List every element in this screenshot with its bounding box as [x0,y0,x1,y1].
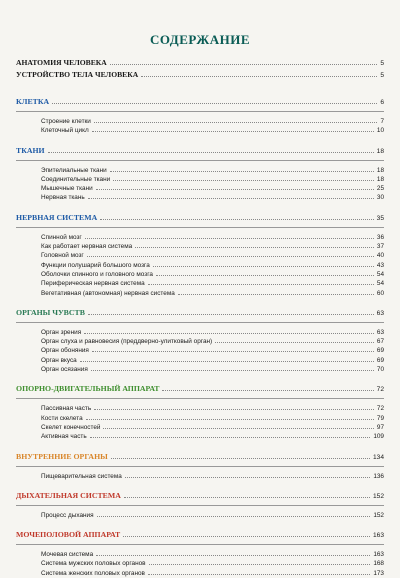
toc-item-label: Орган обоняния [41,347,89,355]
dot-leader [156,275,374,276]
toc-item-page: 54 [376,280,384,288]
toc-item[interactable] [16,261,384,270]
toc-item[interactable] [16,356,384,365]
toc-item-label: Периферическая нервная система [41,280,145,288]
toc-item-label: Мочевая система [41,551,94,559]
dot-leader [103,428,373,429]
toc-item[interactable] [16,233,384,242]
toc-item-page: 69 [376,356,384,364]
section-divider [16,160,384,161]
toc-item-page: 40 [376,252,384,260]
toc-section-heading-page: 152 [372,492,384,500]
toc-section-heading-page: 72 [376,386,384,394]
toc-item-label: Активная часть [41,433,87,441]
toc-item-label: Клеточный цикл [41,127,89,135]
toc-item-page: 67 [376,338,384,346]
toc-item-page: 18 [376,166,384,174]
toc-item-page: 54 [376,270,384,278]
toc-item-label: Система женских половых органов [41,569,145,577]
toc-item-page: 30 [376,194,384,202]
toc-item[interactable] [16,404,384,413]
toc-item[interactable] [16,279,384,288]
dot-leader [110,171,374,172]
toc-item-page: 168 [373,560,384,568]
toc-section-heading[interactable] [16,212,384,224]
toc-item[interactable] [16,365,384,374]
toc-top-entry-page: 5 [380,60,384,67]
dot-leader [86,419,374,420]
dot-leader [148,284,374,285]
toc-item-page: 63 [376,328,384,336]
section-divider [16,227,384,228]
toc-section-heading-label: ОПОРНО-ДВИГАТЕЛЬНЫЙ АППАРАТ [16,384,160,394]
toc-section [16,490,384,520]
toc-item[interactable] [16,166,384,175]
toc-item-page: 152 [373,511,384,519]
toc-item-label: Функции полушарий большого мозга [41,261,150,269]
toc-item-label: Мышечные ткани [41,185,93,193]
section-divider [16,322,384,323]
toc-top-entry-label: АНАТОМИЯ ЧЕЛОВЕКА [16,58,107,67]
toc-section-heading-label: КЛЕТКА [16,97,50,106]
toc-item[interactable] [16,432,384,441]
toc-item-label: Скелет конечностей [41,423,101,431]
toc-item-label: Кости скелета [41,414,83,422]
dot-leader [88,198,374,199]
toc-item-page: 97 [376,423,384,431]
dot-leader [162,390,373,391]
dot-leader [113,180,374,181]
toc-item[interactable] [16,270,384,279]
toc-item[interactable] [16,511,384,520]
toc-item[interactable] [16,193,384,202]
dot-leader [110,64,378,65]
section-divider [16,544,384,545]
toc-item[interactable] [16,559,384,568]
toc-item-label: Пищеварительная система [41,472,122,480]
toc-section-heading[interactable] [16,145,384,157]
dot-leader [97,516,371,517]
dot-leader [94,409,374,410]
toc-item-page: 60 [376,289,384,297]
toc-section [16,212,384,298]
toc-item-page: 72 [376,405,384,413]
dot-leader [88,314,374,315]
toc-item-label: Процесс дыхания [41,511,94,519]
toc-section-heading[interactable] [16,451,384,463]
dot-leader [215,342,374,343]
toc-item[interactable] [16,126,384,135]
toc-item[interactable] [16,289,384,298]
toc-section-heading-page: 18 [376,147,384,155]
toc-section-heading-label: ОРГАНЫ ЧУВСТВ [16,307,85,317]
toc-item-page: 7 [380,118,384,125]
dot-leader [153,266,374,267]
toc-item-page: 79 [376,414,384,422]
toc-item-label: Строение клетки [41,118,91,125]
toc-item-page: 10 [376,127,384,135]
dot-leader [96,189,374,190]
toc-item-page: 25 [376,185,384,193]
toc-item[interactable] [16,414,384,423]
toc-item-label: Как работает нервная система [41,243,133,251]
toc-item[interactable] [16,569,384,578]
toc-item-label: Головной мозг [41,252,84,260]
toc-item-label: Эпителиальные ткани [41,166,107,174]
toc-item[interactable] [16,423,384,432]
toc-section [16,383,384,441]
toc-section [16,96,384,136]
toc-section-heading[interactable] [16,307,384,319]
dot-leader [84,333,374,334]
toc-section [16,307,384,374]
toc-item-page: 173 [373,569,384,577]
dot-leader [52,103,377,104]
toc-item-page: 69 [376,347,384,355]
toc-item-label: Вегетативная (автономная) нервная система [41,289,175,297]
dot-leader [148,574,370,575]
toc-item-page: 36 [376,233,384,241]
toc-item-label: Система мужских половых органов [41,560,146,568]
toc-item-label: Оболочки спинного и головного мозга [41,270,153,278]
toc-item[interactable] [16,242,384,251]
toc-item-label: Орган осязания [41,366,88,374]
toc-section [16,145,384,203]
toc-item-label: Орган зрения [41,328,82,336]
toc-item-page: 109 [373,433,384,441]
table-of-contents [16,58,384,578]
toc-top-entry-label: УСТРОЙСТВО ТЕЛА ЧЕЛОВЕКА [16,69,139,79]
toc-top-entry-page: 5 [380,71,384,79]
dot-leader [96,555,370,556]
toc-section-heading-label: ТКАНИ [16,145,45,155]
dot-leader [87,256,374,257]
toc-section-heading-label: ДЫХАТЕЛЬНАЯ СИСТЕМА [16,490,121,500]
dot-leader [100,219,373,220]
toc-top-entry[interactable] [16,70,384,82]
toc-item-page: 70 [376,366,384,374]
dot-leader [92,351,374,352]
toc-item[interactable] [16,117,384,126]
dot-leader [135,247,374,248]
toc-section-heading-label: МОЧЕПОЛОВОЙ АППАРАТ [16,530,121,540]
section-divider [16,111,384,112]
dot-leader [123,536,370,537]
toc-section-heading-page: 6 [380,99,384,106]
toc-item[interactable] [16,337,384,346]
dot-leader [124,497,370,498]
toc-section [16,529,384,578]
toc-section-heading-label: ВНУТРЕННИЕ ОРГАНЫ [16,451,108,461]
dot-leader [91,370,374,371]
section-divider [16,505,384,506]
toc-item-label: Орган слуха и равновесия (преддверно-улитковый орган) [41,338,213,346]
dot-leader [80,361,374,362]
toc-item-label: Нервная ткань [41,194,85,202]
toc-top-entry[interactable] [16,58,384,70]
toc-item[interactable] [16,184,384,193]
toc-item-label: Спинной мозг [41,233,82,241]
toc-item[interactable] [16,550,384,559]
toc-item-label: Пассивная часть [41,405,92,413]
dot-leader [141,76,377,77]
toc-item-page: 163 [373,551,384,559]
toc-item-label: Орган вкуса [41,356,77,364]
toc-section-heading-page: 163 [372,532,384,540]
toc-section-heading-page: 63 [376,309,384,317]
dot-leader [178,294,374,295]
toc-item[interactable] [16,175,384,184]
toc-item-page: 18 [376,175,384,183]
dot-leader [125,477,371,478]
toc-item[interactable] [16,472,384,481]
toc-section-heading[interactable] [16,96,384,108]
toc-item-page: 43 [376,261,384,269]
section-divider [16,466,384,467]
dot-leader [111,458,370,459]
toc-section-heading-page: 134 [372,453,384,461]
toc-section-heading-page: 35 [376,214,384,222]
dot-leader [90,437,371,438]
toc-item[interactable] [16,251,384,260]
toc-item-page: 136 [373,472,384,480]
toc-item-page: 37 [376,243,384,251]
toc-section-heading-label: НЕРВНАЯ СИСТЕМА [16,212,98,222]
toc-section-heading[interactable] [16,529,384,541]
dot-leader [92,131,374,132]
toc-section-heading[interactable] [16,490,384,502]
dot-leader [94,122,378,123]
page-title: СОДЕРЖАНИЕ [149,32,251,47]
dot-leader [48,152,374,153]
dot-leader [149,564,371,565]
toc-item-label: Соединительные ткани [41,175,111,183]
section-divider [16,398,384,399]
toc-item[interactable] [16,328,384,337]
toc-section [16,451,384,481]
dot-leader [85,238,374,239]
toc-section-heading[interactable] [16,383,384,395]
toc-item[interactable] [16,346,384,355]
